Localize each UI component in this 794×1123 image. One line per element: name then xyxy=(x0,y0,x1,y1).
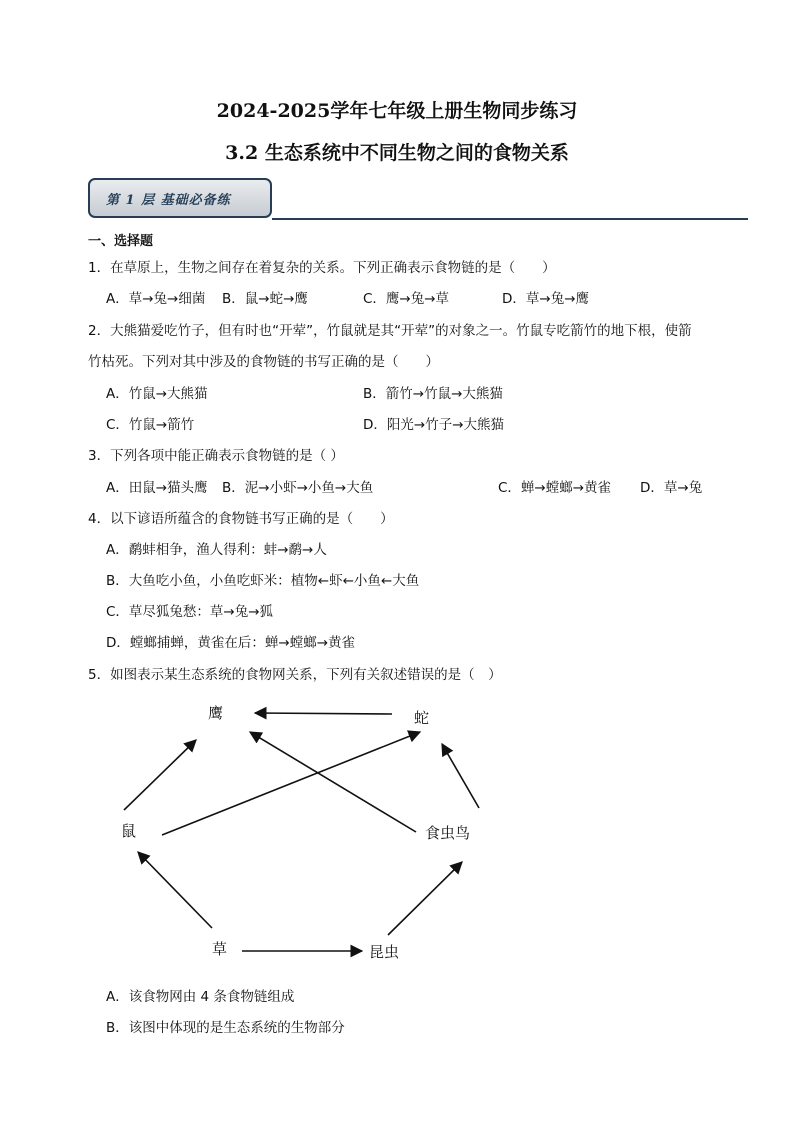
question-1-option-a: A．草→兔→细菌 xyxy=(106,291,206,307)
node-hawk: 鹰 xyxy=(208,704,224,722)
node-insect: 昆虫 xyxy=(369,943,400,961)
arrow-insect-to-bird xyxy=(388,862,462,935)
question-4-option-b: B．大鱼吃小鱼，小鱼吃虾米：植物←虾←小鱼←大鱼 xyxy=(106,573,420,589)
arrow-snake-to-hawk xyxy=(255,713,392,714)
arrow-grass-to-mouse xyxy=(138,852,212,928)
question-2-option-d: D．阳光→竹子→大熊猫 xyxy=(363,417,505,433)
node-insectivorous-bird: 食虫鸟 xyxy=(425,824,471,842)
question-5-option-a: A．该食物网由 4 条食物链组成 xyxy=(106,989,295,1005)
question-1-option-d: D．草→兔→鹰 xyxy=(502,291,590,307)
arrow-mouse-to-hawk xyxy=(124,740,196,810)
question-3-stem: 3．下列各项中能正确表示食物链的是（ ） xyxy=(88,448,344,464)
question-4-option-d: D．螳螂捕蝉，黄雀在后：蝉→螳螂→黄雀 xyxy=(106,635,356,651)
node-grass: 草 xyxy=(212,940,228,958)
question-3-option-a: A．田鼠→猫头鹰 xyxy=(106,480,208,496)
level-badge-label: 第 1 层 基础必备练 xyxy=(106,192,231,208)
question-3-option-d: D．草→兔 xyxy=(640,480,703,496)
question-5-stem: 5．如图表示某生态系统的食物网关系，下列有关叙述错误的是（ ） xyxy=(88,667,502,683)
page-subtitle: 3.2 生态系统中不同生物之间的食物关系 xyxy=(225,142,569,164)
arrow-bird-to-snake xyxy=(442,744,479,808)
page-title: 2024-2025学年七年级上册生物同步练习 xyxy=(216,100,578,122)
question-5-option-b: B．该图中体现的是生态系统的生物部分 xyxy=(106,1020,345,1036)
question-1-option-c: C．鹰→兔→草 xyxy=(363,291,450,307)
question-1-option-b: B．鼠→蛇→鹰 xyxy=(222,291,308,307)
question-4-option-a: A．鹬蚌相争，渔人得利：蚌→鹬→人 xyxy=(106,542,327,558)
question-2-stem-line1: 2．大熊猫爱吃竹子，但有时也“开荤”，竹鼠就是其“开荤”的对象之一。竹鼠专吃箭竹的地下根，使箭 xyxy=(88,323,692,339)
node-snake: 蛇 xyxy=(414,709,430,727)
question-2-option-a: A．竹鼠→大熊猫 xyxy=(106,386,208,402)
question-4-stem: 4．以下谚语所蕴含的食物链书写正确的是（ ） xyxy=(88,511,394,527)
question-2-stem-line2: 竹枯死。下列对其中涉及的食物链的书写正确的是（ ） xyxy=(88,354,439,370)
question-4-option-c: C．草尽狐兔愁：草→兔→狐 xyxy=(106,604,274,620)
section-heading: 一、选择题 xyxy=(88,234,154,249)
question-1-stem: 1．在草原上，生物之间存在着复杂的关系。下列正确表示食物链的是（ ） xyxy=(88,260,556,276)
arrow-bird-to-hawk xyxy=(250,732,416,832)
node-mouse: 鼠 xyxy=(121,822,137,840)
question-2-option-c: C．竹鼠→箭竹 xyxy=(106,417,195,433)
question-3-option-c: C．蝉→螳螂→黄雀 xyxy=(498,480,612,496)
question-3-option-b: B．泥→小虾→小鱼→大鱼 xyxy=(222,480,374,496)
question-2-option-b: B．箭竹→竹鼠→大熊猫 xyxy=(363,386,503,402)
arrow-mouse-to-snake xyxy=(162,732,420,835)
